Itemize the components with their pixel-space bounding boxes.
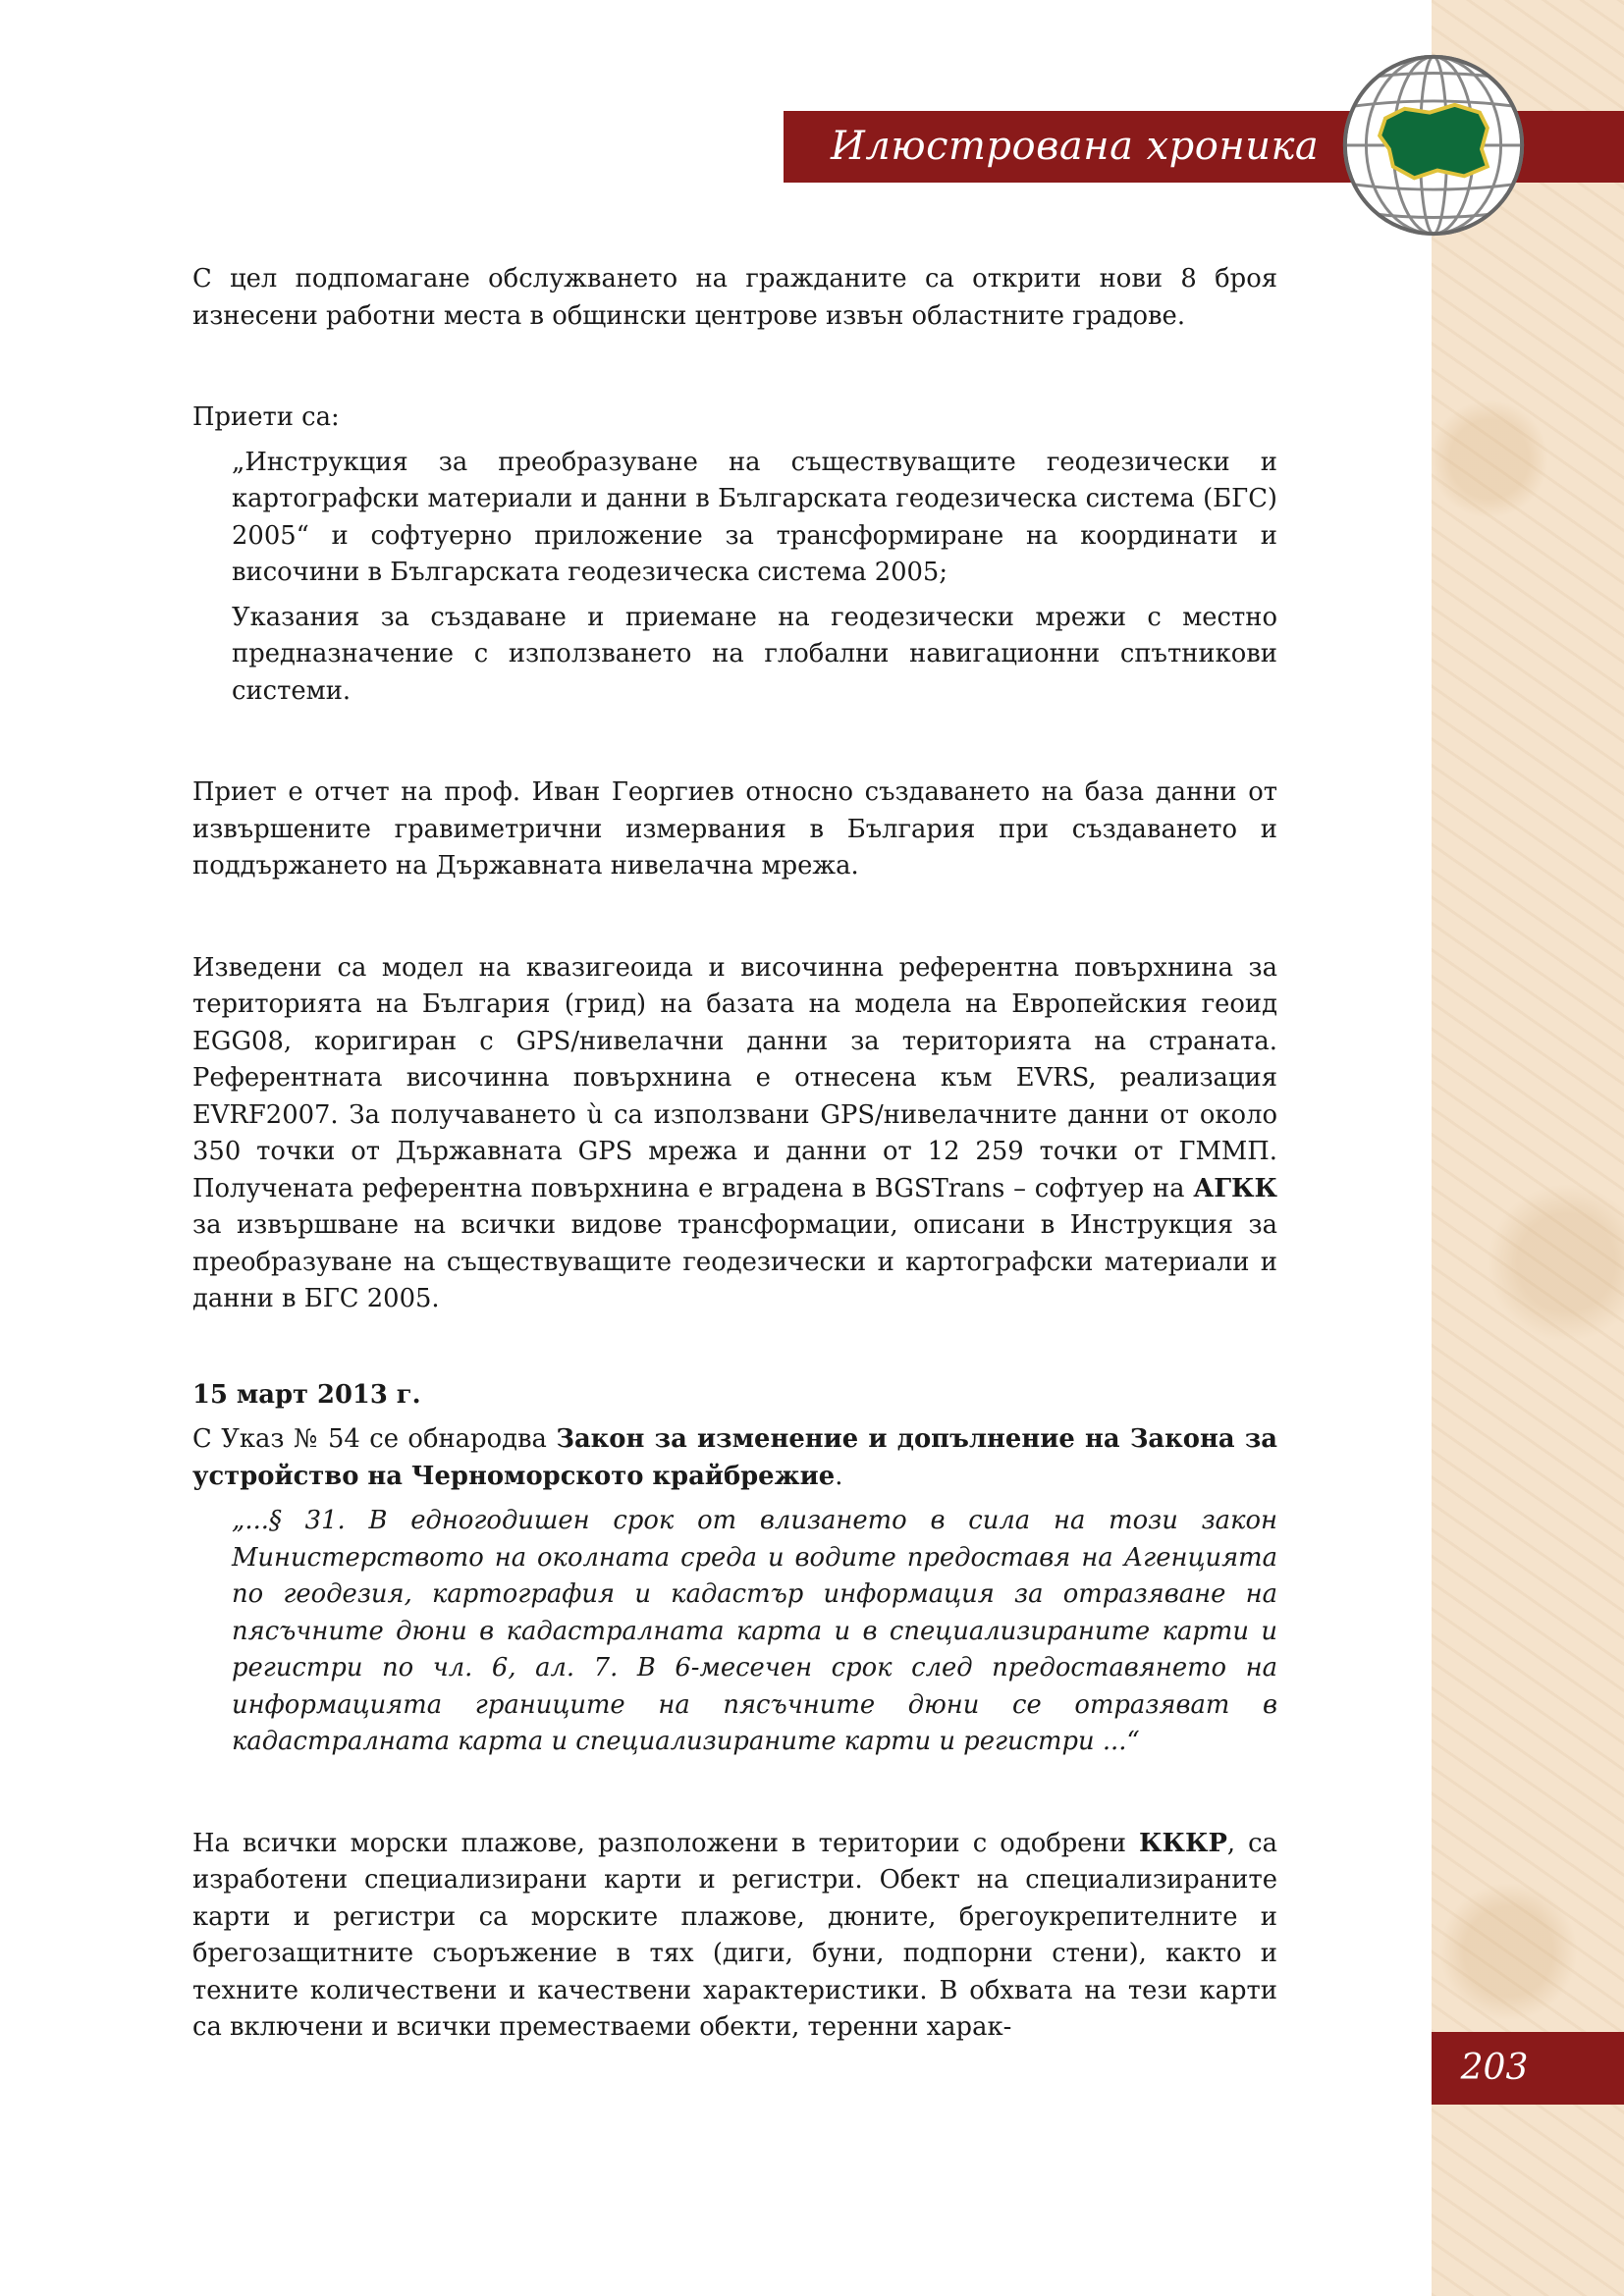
law-title: Закон за изменение и допълнение на Закона за устройство на Черноморското крайбрежие: [192, 1424, 1277, 1491]
adopted-item-instruction: „Инструкция за преобразуване на съществуващите геодезически и картографски материали и данни в Българската геодезическа система (БГС) 2005“ и софтуерно приложение за трансформиране на координати и височини в Българската геодезическа система 2005;: [232, 447, 1277, 587]
globe-logo-icon: [1337, 49, 1530, 241]
paragraph-quasigeoid-model: [192, 950, 1277, 1318]
decorative-side-strip: [1432, 0, 1624, 2296]
date-heading: 15 март 2013 г.: [192, 1379, 421, 1410]
section-title: Илюстрована хроника: [831, 124, 1320, 169]
decree-text-2: .: [835, 1461, 843, 1491]
paragraph-gravimetric-report: Приет е отчет на проф. Иван Георгиев относно създаването на база данни от извършените гравиметрични измервания в България при създаването и поддържането на Държавната нивелачна мрежа.: [192, 777, 1277, 881]
agkk-abbrev: АГКК: [1193, 1173, 1277, 1203]
quasigeoid-text-1: Изведени са модел на квазигеоида и височинна референтна повърхнина за територията на България (грид) на базата на модела на Европейския геоид EGG08, коригиран с GPS/нивелачни данни за територията на страната. Референтната височинна повърхнина е отнесена към EVRS, реализация EVRF2007. За получаването ù са използвани GPS/нивелачните данни от около 350 точки от Държавната GPS мрежа и данни от 12 259 точки от ГММП. Получената референтна повърхнина е вградена в BGSTrans – софтуер на: [192, 952, 1277, 1203]
paragraph-beaches: [192, 1826, 1277, 2047]
paragraph-decree: [192, 1421, 1277, 1495]
quasigeoid-text-2: за извършване на всички видове трансформации, описани в Инструкция за преобразуване на съществуващите геодезически и картографски материали и данни в БГС 2005.: [192, 1210, 1277, 1313]
paragraph-adopted-intro: Приети са:: [192, 402, 340, 432]
law-quote: „...§ 31. В едногодишен срок от влизането в сила на този закон Министерството на околната среда и водите предоставя на Агенцията по геодезия, картография и кадастър информация за отразяване на пясъчните дюни в кадастралната карта и в специализираните карти и регистри по чл. 6, ал. 7. В 6-месечен срок след предоставянето на информацията границите на пясъчните дюни се отразяват в кадастралната карта и специализираните карти и регистри ...“: [232, 1506, 1277, 1756]
beaches-text-1: На всички морски плажове, разположени в територии с одобрени: [192, 1828, 1140, 1858]
beaches-text-2: , са изработени специализирани карти и регистри. Обект на специализираните карти и регистри са морските плажове, дюните, брегоукрепителните и брегозащитните съоръжение в тях (диги, буни, подпорни стени), както и техните количествени и качествени характеристики. В обхвата на тези карти са включени и всички преместваеми обекти, теренни харак-: [192, 1828, 1277, 2042]
page-number: 203: [1460, 2048, 1529, 2088]
paragraph-workplaces: С цел подпомагане обслужването на гражданите са открити нови 8 броя изнесени работни места в общински центрове извън областните градове.: [192, 264, 1277, 331]
adopted-item-guidelines: Указания за създаване и приемане на геодезически мрежи с местно предназначение с използването на глобални навигационни спътникови системи.: [232, 602, 1277, 706]
kkkr-abbrev: КККР: [1139, 1828, 1227, 1858]
page-content: [192, 261, 1277, 2047]
decree-text-1: С Указ № 54 се обнародва: [192, 1424, 557, 1454]
